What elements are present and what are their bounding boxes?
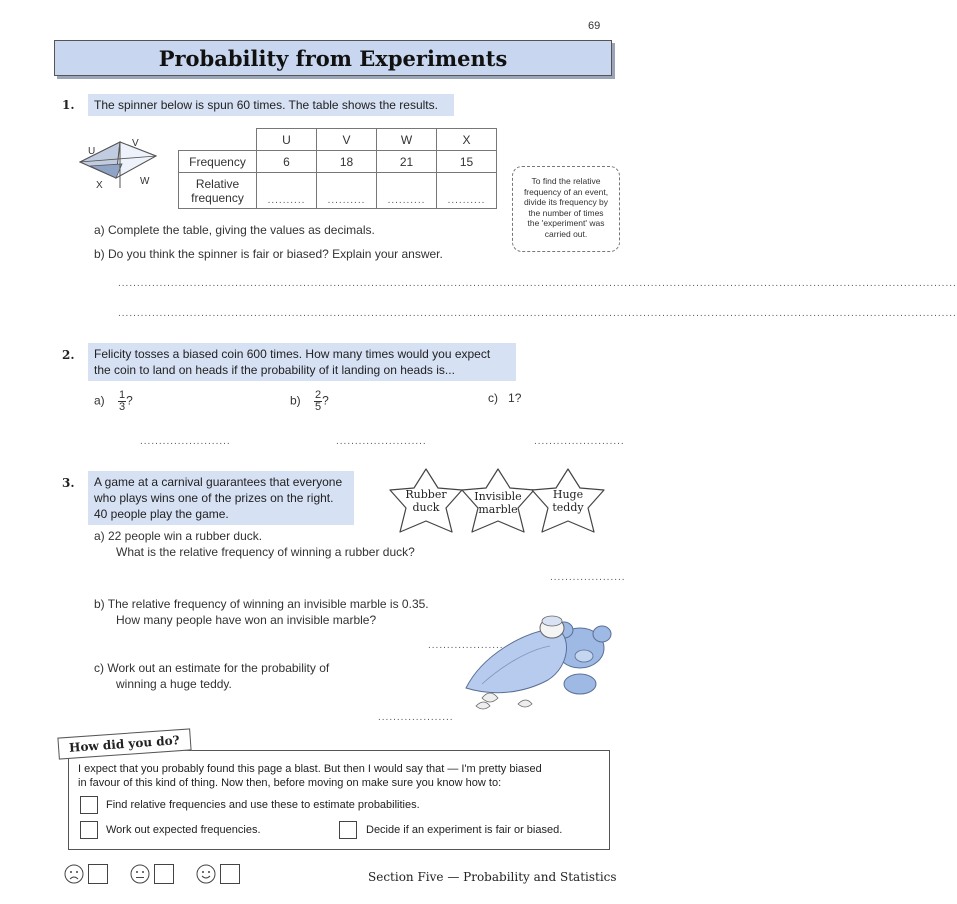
relative-frequency-row-label — [179, 173, 257, 209]
frequency-cell: 21 — [377, 151, 437, 173]
q3-number: 3. — [62, 476, 75, 490]
tip-line: To find the relative — [531, 176, 601, 186]
checkbox-relative-frequencies[interactable] — [80, 796, 98, 814]
tip-line: the number of times — [528, 207, 604, 218]
page-title: Probability from Experiments — [158, 45, 508, 71]
q1-answer-line[interactable]: .............................................................................................................................................................................................................................. — [118, 278, 957, 289]
q1-part-a: a) Complete the table, giving the values as decimals. — [94, 223, 375, 237]
tip-line: carried out. — [544, 228, 588, 239]
q3-c-answer[interactable]: .................... — [378, 712, 454, 723]
frequency-cell: 6 — [257, 151, 317, 173]
q2-b-label: b) — [290, 393, 301, 408]
table-header: X — [437, 129, 497, 151]
frequency-cell: 18 — [317, 151, 377, 173]
prize-invisible-marble — [466, 490, 530, 516]
q3-prompt-line3: 40 people play the game. — [94, 507, 229, 521]
q3-b-answer[interactable]: .................... — [428, 640, 504, 651]
prize-rubber-duck — [394, 488, 458, 514]
q2-prompt-line2: the coin to land on heads if the probability of it landing on heads is... — [94, 363, 455, 377]
tip-line: divide its frequency by — [523, 197, 609, 207]
prize-label-line2: marble — [478, 503, 518, 516]
q2-a-answer[interactable]: ........................ — [140, 436, 231, 447]
page-number: 69 — [588, 20, 601, 32]
q3-a-answer[interactable]: .................... — [550, 572, 626, 583]
q3-part-a-line1: a) 22 people win a rubber duck. — [94, 529, 263, 543]
q1-part-b: b) Do you think the spinner is fair or biased? Explain your answer. — [94, 247, 443, 261]
q2-part-c — [488, 390, 521, 406]
fraction-two-fifths: $\frac{2}{5}$ — [315, 389, 322, 413]
frequency-row-label: Frequency — [179, 151, 257, 173]
frequency-cell: 15 — [437, 151, 497, 173]
frequency-table — [178, 128, 497, 209]
prize-label-line1: Rubber — [405, 488, 447, 501]
sad-face-icon — [64, 864, 84, 884]
checkbox-fair-or-biased[interactable] — [339, 821, 357, 839]
prize-label-line2: duck — [412, 501, 440, 514]
q3-part-b-line1: b) The relative frequency of winning an invisible marble is 0.35. — [94, 597, 429, 611]
q3-prompt — [88, 471, 354, 525]
q2-a-label: a) — [94, 393, 105, 408]
title-bar — [54, 40, 612, 76]
table-header: W — [377, 129, 437, 151]
fraction-one-third: $\frac{1}{3}$ — [119, 389, 126, 413]
how-did-you-do-line1: I expect that you probably found this page a blast. But then I would say that — I'm pretty biased — [78, 763, 542, 775]
tip-line: the 'experiment' was — [527, 218, 605, 228]
q2-part-a — [94, 390, 133, 413]
check-label-relative-frequencies: Find relative frequencies and use these to estimate probabilities. — [106, 799, 420, 811]
neutral-face-icon — [130, 864, 150, 884]
q3-part-c-line2: winning a huge teddy. — [116, 677, 232, 691]
check-label-expected-frequencies: Work out expected frequencies. — [106, 824, 261, 836]
q2-prompt-line1: Felicity tosses a biased coin 600 times. How many times would you expect — [94, 347, 491, 361]
q2-c-answer[interactable]: ........................ — [534, 436, 625, 447]
q3-part-a-line2: What is the relative frequency of winning a rubber duck? — [116, 545, 415, 559]
checkbox-expected-frequencies[interactable] — [80, 821, 98, 839]
q3-prompt-line2: who plays wins one of the prizes on the right. — [94, 491, 334, 505]
tip-bubble — [512, 166, 620, 252]
happy-face-checkbox[interactable] — [220, 864, 240, 884]
spinner-label-w: W — [140, 176, 150, 187]
q2-a-qmark: ? — [126, 393, 133, 408]
footer-section: Section Five — Probability and Statistics — [368, 870, 617, 884]
spinner-label-v: V — [132, 138, 139, 149]
tip-line: frequency of an event, — [523, 186, 609, 197]
prize-label-line1: Huge — [552, 488, 584, 501]
table-header: U — [257, 129, 317, 151]
q2-number: 2. — [62, 348, 75, 362]
q2-c-value: 1? — [508, 391, 522, 405]
prize-huge-teddy — [536, 488, 600, 514]
relative-frequency-label-line1: Relative — [195, 176, 240, 191]
spinner-label-x: X — [96, 180, 103, 191]
sad-face-checkbox[interactable] — [88, 864, 108, 884]
neutral-face-checkbox[interactable] — [154, 864, 174, 884]
spinner-label-u: U — [88, 146, 96, 157]
prize-label-line2: teddy — [552, 501, 584, 514]
prize-label-line1: Invisible — [474, 490, 522, 503]
relative-frequency-blank[interactable]: .......... — [437, 173, 497, 209]
q2-b-qmark: ? — [322, 393, 329, 408]
q3-part-c-line1: c) Work out an estimate for the probability of — [94, 661, 330, 675]
how-did-you-do-line2: in favour of this kind of thing. Now then, before moving on make sure you know how to: — [78, 777, 502, 789]
relative-frequency-blank[interactable]: .......... — [317, 173, 377, 209]
q2-c-label: c) — [488, 391, 498, 405]
q1-prompt: The spinner below is spun 60 times. The table shows the results. — [88, 94, 454, 116]
table-header: V — [317, 129, 377, 151]
how-did-you-do-tab: How did you do? — [57, 728, 191, 759]
happy-face-icon — [196, 864, 216, 884]
relative-frequency-blank[interactable]: .......... — [377, 173, 437, 209]
q1-number: 1. — [62, 98, 75, 112]
q1-answer-line[interactable]: .............................................................................................................................................................................................................................. — [118, 308, 957, 319]
q3-prompt-line1: A game at a carnival guarantees that everyone — [94, 475, 343, 489]
q3-part-b-line2: How many people have won an invisible marble? — [116, 613, 377, 627]
q2-b-answer[interactable]: ........................ — [336, 436, 427, 447]
teddy-illustration — [452, 606, 622, 718]
q2-prompt — [88, 343, 516, 381]
how-did-you-do-text — [78, 762, 602, 790]
relative-frequency-blank[interactable]: .......... — [257, 173, 317, 209]
q2-part-b — [290, 390, 329, 413]
check-label-fair-or-biased: Decide if an experiment is fair or biased. — [366, 824, 563, 836]
relative-frequency-label-line2: frequency — [191, 190, 244, 205]
